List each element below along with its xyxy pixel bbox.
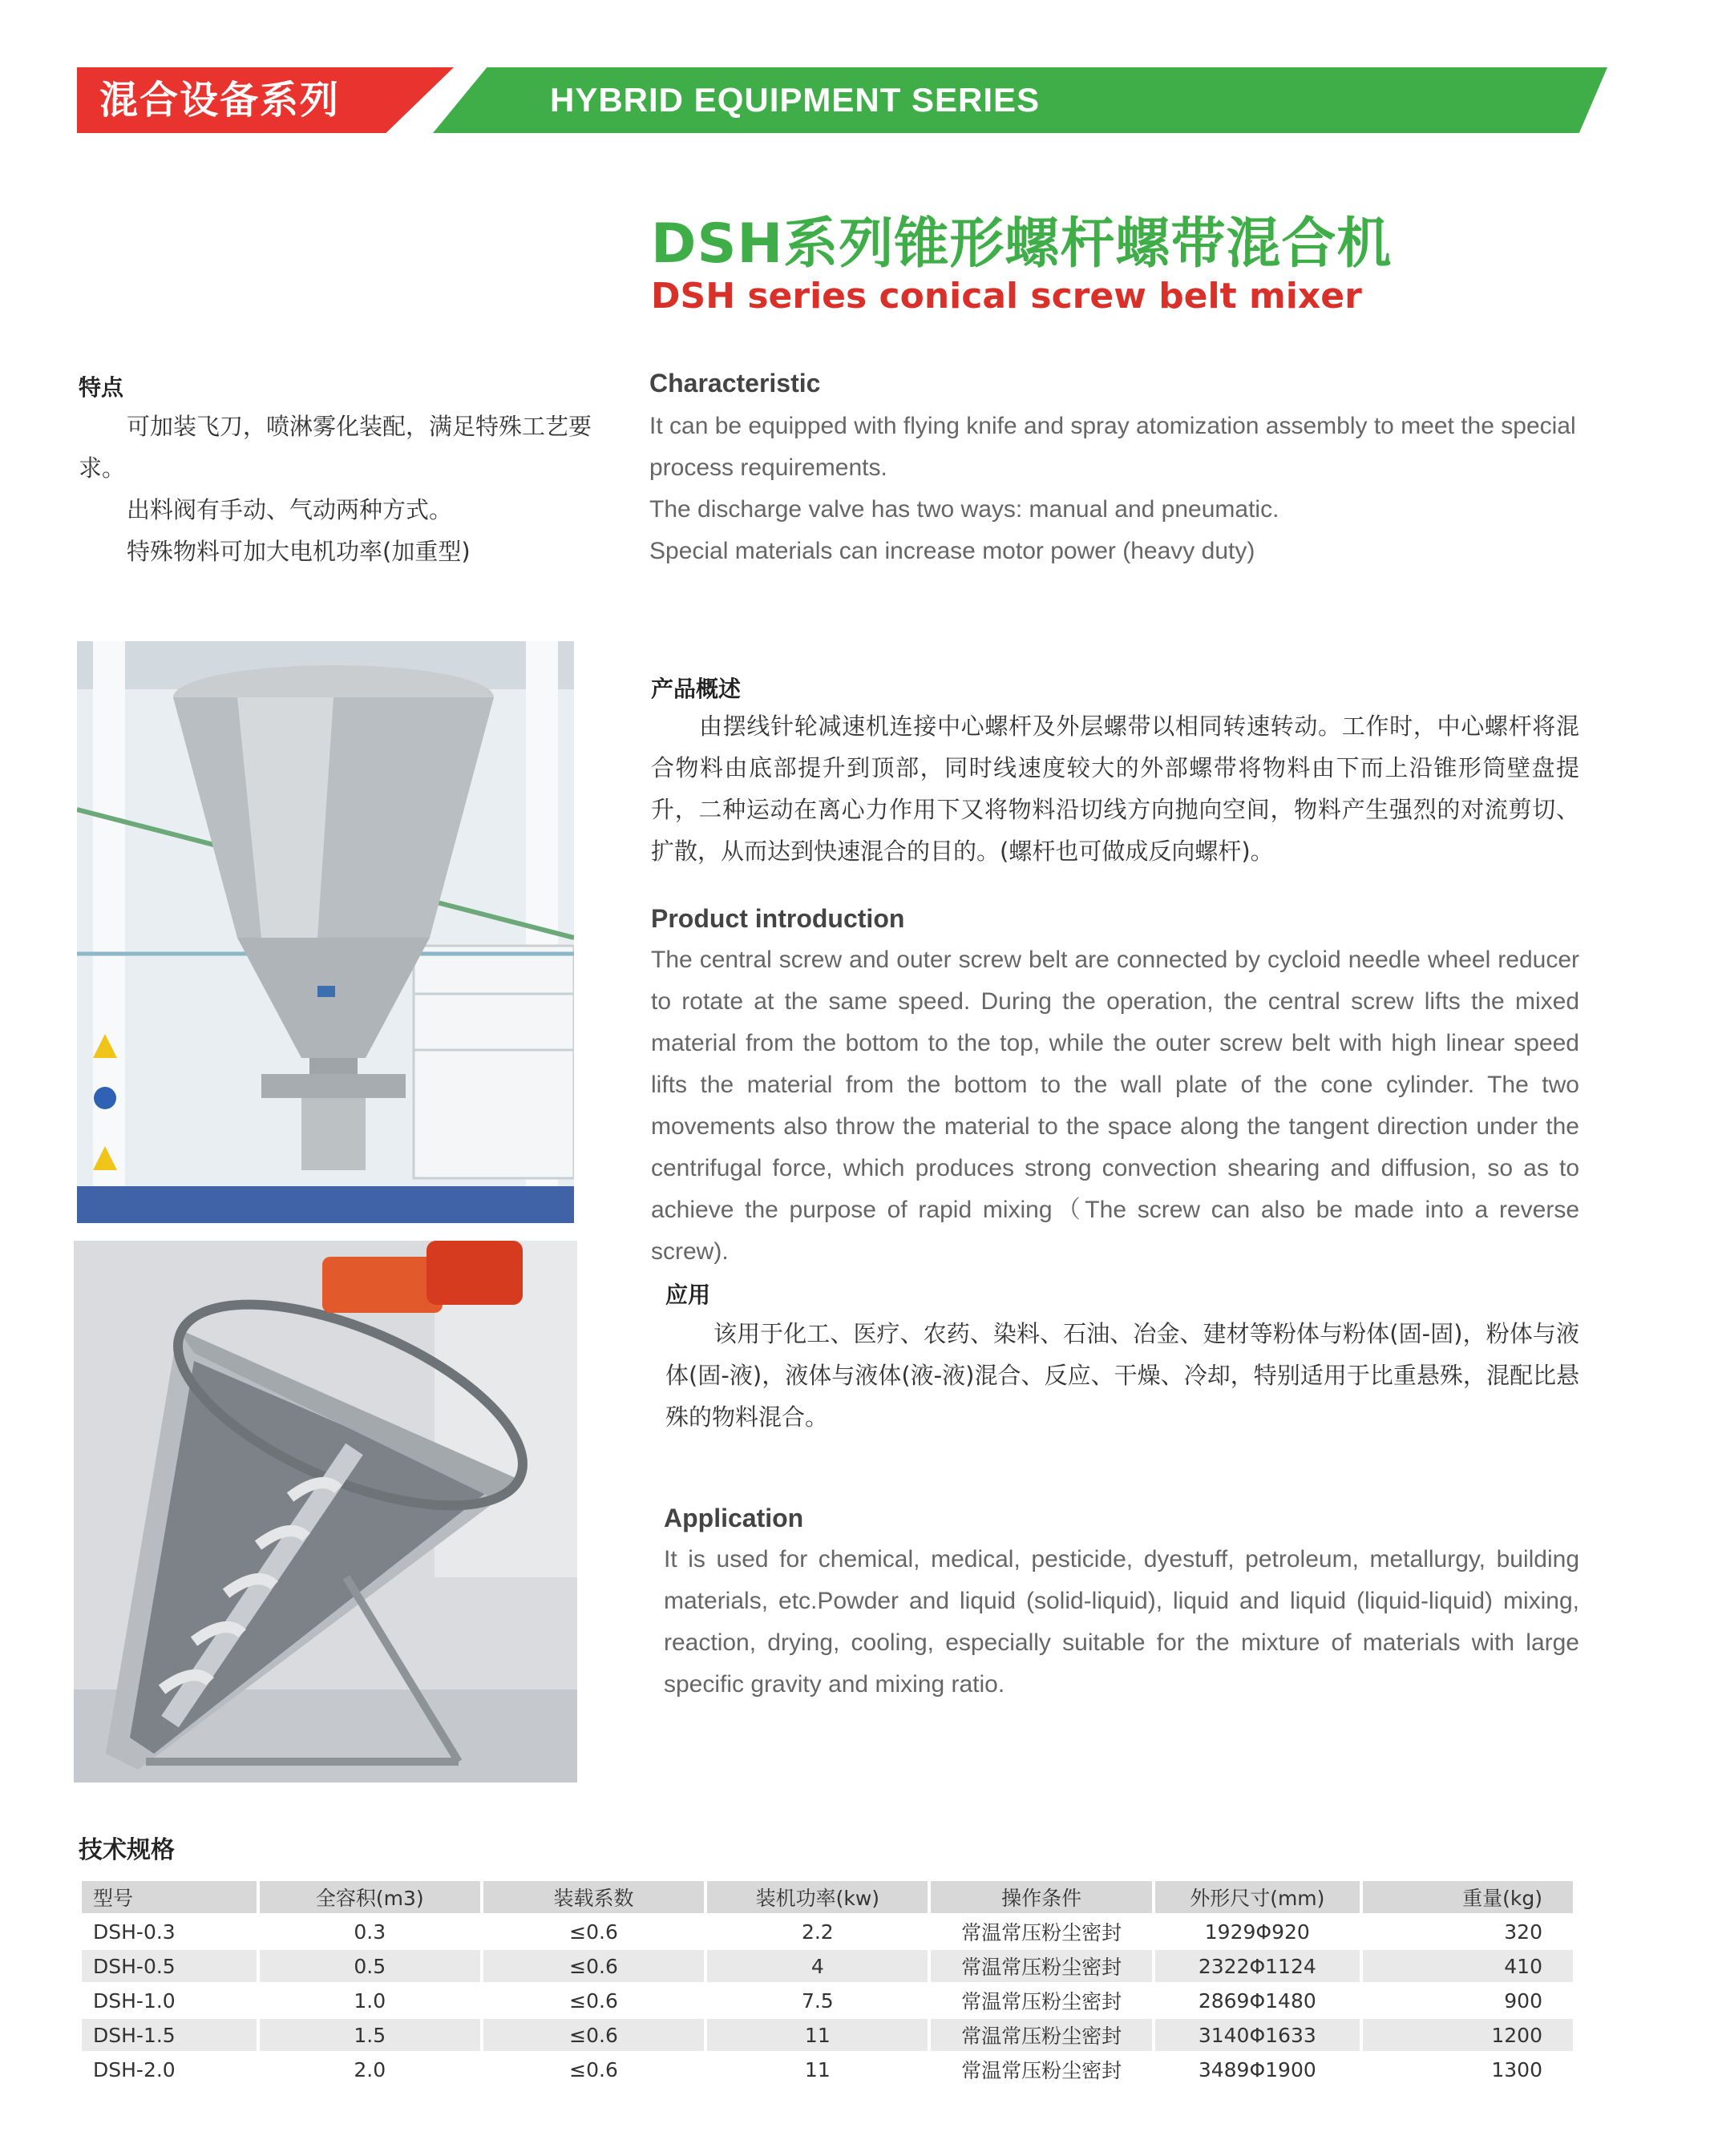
cell-conditions: 常温常压粉尘密封: [931, 2019, 1151, 2051]
cell-power: 7.5: [801, 1988, 834, 2013]
cell-model: DSH-2.0: [93, 2057, 176, 2081]
features-paragraph: 出料阀有手动、气动两种方式。: [127, 496, 453, 523]
cell-volume: 2.0: [354, 2057, 386, 2081]
cell-volume: 0.5: [260, 1950, 480, 1982]
cell-power: 4: [707, 1950, 928, 1982]
table-row: [82, 1984, 1573, 2017]
product-title-cn: DSH系列锥形螺杆螺带混合机: [651, 212, 1393, 276]
cell-power: 11: [804, 2057, 831, 2081]
cell-model: DSH-1.0: [93, 1988, 176, 2013]
cell-power: 11: [707, 2019, 928, 2051]
series-title-cn: 混合设备系列: [99, 78, 341, 123]
column-header: 操作条件: [931, 1881, 1151, 1913]
cell-load-factor: ≤0.6: [569, 2057, 618, 2081]
cell-power: 2.2: [801, 1920, 834, 1944]
application-text-en: [664, 1539, 1579, 1706]
application-heading-en: Application: [664, 1504, 804, 1532]
column-header: 重量(kg): [1363, 1881, 1573, 1913]
cell-model: DSH-0.3: [93, 1920, 176, 1944]
features-heading-cn: 特点: [79, 374, 124, 401]
column-header: 装载系数: [483, 1881, 704, 1913]
overview-paragraph-cn: 由摆线针轮减速机连接中心螺杆及外层螺带以相同转速转动。工作时，中心螺杆将混合物料由底部提升到顶部，同时线速度较大的外部螺带将物料由下而上沿锥形筒壁盘提升，二种运动在离心力作用下又将物料沿切线方向抛向空间，物料产生强烈的对流剪切、扩散，从而达到快速混合的目的。(螺杆也可做成反向螺杆)。: [651, 713, 1579, 865]
overview-text-en: [651, 939, 1579, 1273]
cell-volume: 0.3: [354, 1920, 386, 1944]
overview-heading-cn: 产品概述: [651, 676, 742, 702]
cell-load-factor: ≤0.6: [569, 1920, 618, 1944]
application-paragraph-cn: 该用于化工、医疗、农药、染料、石油、冶金、建材等粉体与粉体(固-固)，粉体与液体(固-液)，液体与液体(液-液)混合、反应、干燥、冷却，特别适用于比重悬殊，混配比悬殊的物料混合。: [665, 1320, 1579, 1431]
installed-mixer-photo: [77, 641, 574, 1223]
table-row: [82, 1950, 1573, 1982]
application-text-cn: [665, 1313, 1579, 1438]
overview-text-cn: [651, 705, 1579, 872]
specs-table: [79, 1879, 1576, 2088]
specs-heading: 技术规格: [79, 1836, 175, 1864]
cell-weight: 1300: [1491, 2057, 1542, 2081]
specs-header-row: [82, 1881, 1573, 1913]
features-text-cn: [79, 406, 608, 572]
table-row: [82, 2053, 1573, 2085]
cell-weight: 900: [1504, 1988, 1542, 2013]
cell-conditions: 常温常压粉尘密封: [961, 2059, 1122, 2082]
characteristic-line: The discharge valve has two ways: manual and pneumatic.: [649, 496, 1279, 523]
cell-weight: 410: [1363, 1950, 1573, 1982]
characteristic-heading-en: Characteristic: [649, 369, 821, 398]
column-header: 装机功率(kw): [707, 1881, 928, 1913]
table-row: [82, 2019, 1573, 2051]
installed-mixer-illustration: [77, 641, 574, 1223]
cell-model: DSH-0.5: [82, 1950, 257, 1982]
table-row: [82, 1916, 1573, 1948]
cell-weight: 320: [1504, 1920, 1542, 1944]
cell-dimensions: 3140Φ1633: [1155, 2019, 1360, 2051]
cell-model: DSH-1.5: [82, 2019, 257, 2051]
features-paragraph: 可加装飞刀，喷淋雾化装配，满足特殊工艺要求。: [79, 413, 592, 482]
cell-conditions: 常温常压粉尘密封: [931, 1950, 1151, 1982]
application-paragraph-en: It is used for chemical, medical, pesticide, dyestuff, petroleum, metallurgy, building materials, etc.Powder and liquid (solid-liquid), liquid and liquid (liquid-liquid) mixing, reaction, drying, cooling, especially suitable for the mixture of materials with large specific gravity and mixing ratio.: [664, 1546, 1579, 1698]
cell-weight: 1200: [1363, 2019, 1573, 2051]
cell-dimensions: 3489Φ1900: [1198, 2057, 1316, 2081]
series-title-en: HYBRID EQUIPMENT SERIES: [550, 81, 1041, 119]
cell-load-factor: ≤0.6: [483, 1950, 704, 1982]
characteristic-text-en: [649, 406, 1579, 572]
characteristic-line: It can be equipped with flying knife and spray atomization assembly to meet the special process requirements.: [649, 413, 1576, 481]
cutaway-mixer-photo: [74, 1241, 577, 1783]
cell-volume: 1.5: [260, 2019, 480, 2051]
product-title-en: DSH series conical screw belt mixer: [651, 276, 1362, 317]
cell-conditions: 常温常压粉尘密封: [961, 1921, 1122, 1944]
cell-dimensions: 1929Φ920: [1204, 1920, 1310, 1944]
column-header: 型号: [82, 1881, 257, 1913]
overview-heading-en: Product introduction: [651, 904, 905, 933]
cell-dimensions: 2322Φ1124: [1155, 1950, 1360, 1982]
features-paragraph: 特殊物料可加大电机功率(加重型): [127, 538, 471, 565]
column-header: 全容积(m3): [260, 1881, 480, 1913]
cutaway-mixer-illustration: [74, 1241, 577, 1783]
cell-volume: 1.0: [354, 1988, 386, 2013]
characteristic-line: Special materials can increase motor power (heavy duty): [649, 538, 1255, 564]
overview-paragraph-en: The central screw and outer screw belt are connected by cycloid needle wheel reducer to rotate at the same speed. During the operation, the central screw lifts the mixed material from the bottom to the top, while the outer screw belt with high linear speed lifts the material from the bottom to the wall plate of the cone cylinder. The two movements also throw the material to the space along the tangent direction under the centrifugal force, which produces strong convection shearing and diffusion, so as to achieve the purpose of rapid mixing（The screw can also be made into a reverse screw).: [651, 947, 1579, 1265]
cell-conditions: 常温常压粉尘密封: [961, 1990, 1122, 2013]
column-header: 外形尺寸(mm): [1155, 1881, 1360, 1913]
cell-load-factor: ≤0.6: [483, 2019, 704, 2051]
application-heading-cn: 应用: [665, 1282, 711, 1308]
cell-load-factor: ≤0.6: [569, 1988, 618, 2013]
cell-dimensions: 2869Φ1480: [1198, 1988, 1316, 2013]
